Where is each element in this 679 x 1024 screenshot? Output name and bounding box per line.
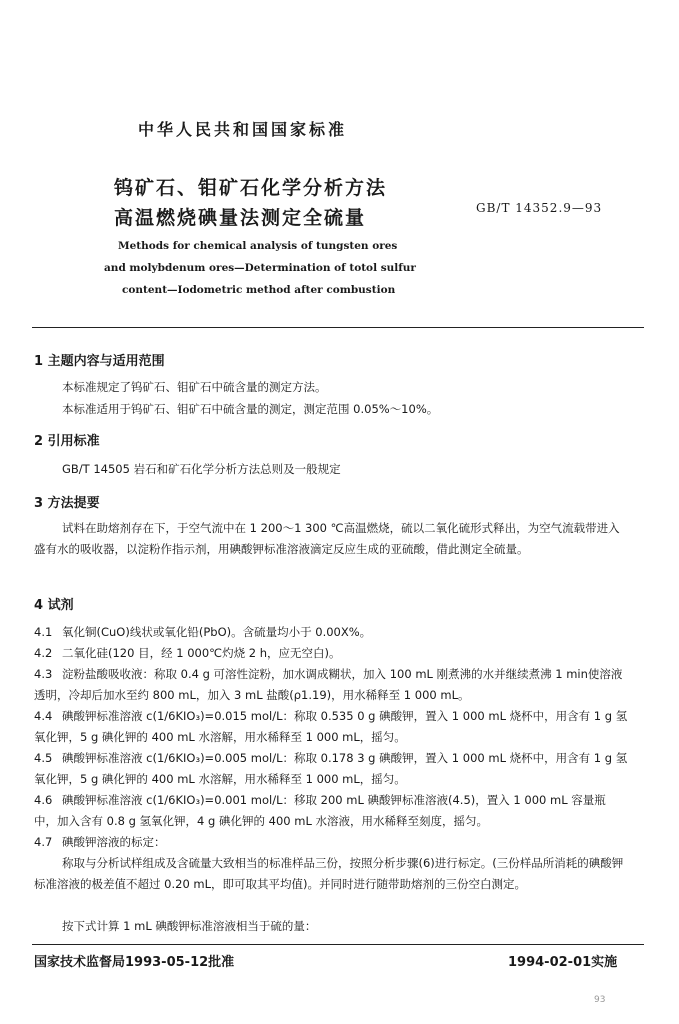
reagent-item-4-1 <box>34 622 656 643</box>
implementation-date: 1994-02-01实施 <box>508 955 618 970</box>
reagent-item-4-5 <box>34 748 628 790</box>
reagent-text: 碘酸钾标准溶液 c(1/6KIO₃)=0.001 mol/L：移取 200 mL 碘酸钾标准溶液(4.5)，置入 1 000 mL 容量瓶中，加入含有 0.8 g 氢氧化钾，4 g 碘化钾的 400 mL 水溶液，用水稀释至刻度，摇匀。 <box>34 793 606 828</box>
section-3-heading: 3 方法提要 <box>34 496 100 511</box>
title-cn-line1: 钨矿石、钼矿石化学分析方法 <box>114 177 388 199</box>
section-2-p1: GB/T 14505 岩石和矿石化学分析方法总则及一般规定 <box>62 462 341 476</box>
section-1-heading: 1 主题内容与适用范围 <box>34 354 165 369</box>
reagent-num: 4.7 <box>34 835 53 849</box>
footer-divider <box>32 944 644 945</box>
section-1-p2: 本标准适用于钨矿石、钼矿石中硫含量的测定，测定范围 0.05%～10%。 <box>62 402 439 416</box>
reagent-item-4-2 <box>34 643 656 664</box>
reagent-num: 4.5 <box>34 751 53 765</box>
title-cn-line2: 高温燃烧碘量法测定全硫量 <box>114 207 367 229</box>
reagent-text: 淀粉盐酸吸收液：称取 0.4 g 可溶性淀粉，加水调成糊状，加入 100 mL 刚煮沸的水并继续煮沸 1 min使溶液透明，冷却后加水至约 800 mL，加入 3 mL 盐酸(ρ1.19)，用水稀释至 1 000 mL。 <box>34 667 623 702</box>
title-en-line2: and molybdenum ores—Determination of totol sulfur <box>104 262 416 274</box>
page-mark: 93 <box>594 995 606 1005</box>
reagent-num: 4.3 <box>34 667 53 681</box>
reagent-text: 碘酸钾标准溶液 c(1/6KIO₃)=0.005 mol/L：称取 0.178 3 g 碘酸钾，置入 1 000 mL 烧杯中，用含有 1 g 氢氧化钾，5 g 碘化钾的 400 mL 水溶解，用水稀释至 1 000 mL，摇匀。 <box>34 751 628 786</box>
calibration-p2: 按下式计算 1 mL 碘酸钾标准溶液相当于硫的量： <box>62 919 317 933</box>
reagent-num: 4.2 <box>34 646 53 660</box>
title-en-line3: content—Iodometric method after combustion <box>122 284 396 296</box>
reagent-num: 4.6 <box>34 793 53 807</box>
approval-date: 国家技术监督局1993-05-12批准 <box>34 955 235 970</box>
reagent-item-4-4 <box>34 706 628 748</box>
calibration-p1: 称取与分析试样组成及含硫量大致相当的标准样品三份，按照分析步骤(6)进行标定。(三份样品所消耗的碘酸钾标准溶液的极差值不超过 0.20 mL，即可取其平均值)。并同时进行随带助熔剂的三份空白测定。 <box>34 856 624 891</box>
standard-code: GB/T 14352.9—93 <box>476 201 603 215</box>
section-3-p1: 试料在助熔剂存在下，于空气流中在 1 200～1 300 ℃高温燃烧，硫以二氧化硫形式释出，为空气流载带进入盛有水的吸收器，以淀粉作指示剂，用碘酸钾标准溶液滴定反应生成的亚硫酸，借此测定全硫量。 <box>34 521 620 556</box>
section-2-heading: 2 引用标准 <box>34 434 100 449</box>
section-4-heading: 4 试剂 <box>34 598 74 613</box>
reagent-text: 二氧化硅(120 目，经 1 000℃灼烧 2 h，应无空白)。 <box>62 646 341 660</box>
reagent-item-4-6 <box>34 790 628 832</box>
reagent-text: 碘酸钾标准溶液 c(1/6KIO₃)=0.015 mol/L：称取 0.535 0 g 碘酸钾，置入 1 000 mL 烧杯中，用含有 1 g 氢氧化钾，5 g 碘化钾的 400 mL 水溶解，用水稀释至 1 000 mL，摇匀。 <box>34 709 628 744</box>
reagent-text: 氧化铜(CuO)线状或氧化铅(PbO)。含硫量均小于 0.00X%。 <box>62 625 372 639</box>
reagent-item-4-3 <box>34 664 628 706</box>
reagent-num: 4.4 <box>34 709 53 723</box>
reagent-num: 4.1 <box>34 625 53 639</box>
reagent-text: 碘酸钾溶液的标定： <box>62 835 166 849</box>
reagent-item-4-7 <box>34 832 628 853</box>
national-standard-label: 中华人民共和国国家标准 <box>138 120 348 139</box>
section-1-p1: 本标准规定了钨矿石、钼矿石中硫含量的测定方法。 <box>62 380 327 394</box>
title-en-line1: Methods for chemical analysis of tungsten ores <box>118 240 398 252</box>
header-divider <box>32 327 644 328</box>
